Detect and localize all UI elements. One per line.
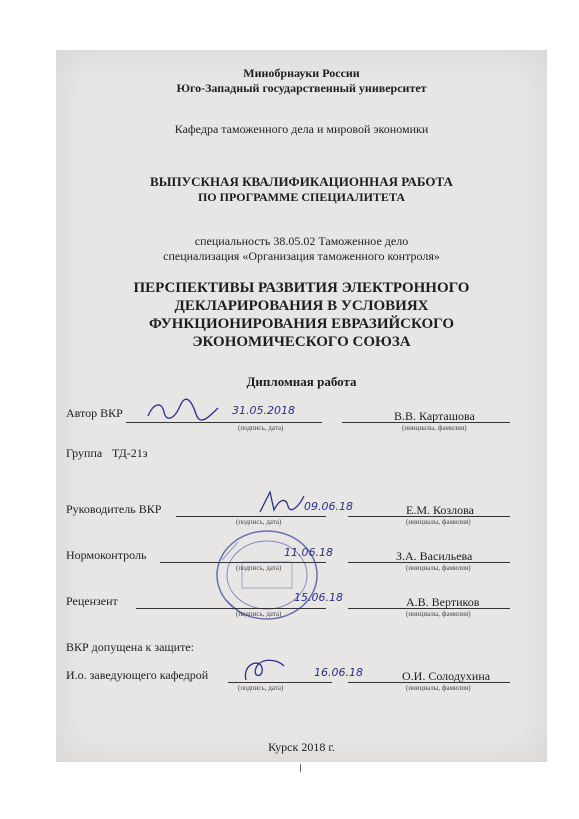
head-name-caption: (инициалы, фамилия) (406, 684, 471, 692)
head-sign-caption: (подпись, дата) (238, 684, 284, 692)
normcontrol-name: З.А. Васильева (396, 549, 473, 563)
title-line3: ФУНКЦИОНИРОВАНИЯ ЕВРАЗИЙСКОГО (149, 316, 454, 332)
specialty-line2: специализация «Организация таможенного контроля» (163, 249, 440, 263)
normcontrol-sign-caption: (подпись, дата) (236, 564, 282, 572)
supervisor-name-caption: (инициалы, фамилия) (406, 518, 471, 526)
supervisor-role: Руководитель ВКР (66, 502, 162, 516)
author-sign-caption: (подпись, дата) (238, 424, 284, 432)
footer-city-year: Курск 2018 г. (268, 740, 335, 754)
supervisor-sign-caption: (подпись, дата) (236, 518, 282, 526)
author-name: В.В. Карташова (394, 409, 475, 423)
reviewer-date: 15.06.18 (294, 591, 343, 604)
supervisor-date: 09.06.18 (304, 500, 353, 513)
normcontrol-role: Нормоконтроль (66, 548, 147, 562)
group-value: ТД-21з (112, 446, 148, 460)
normcontrol-name-caption: (инициалы, фамилия) (406, 564, 471, 572)
author-name-caption: (инициалы, фамилия) (402, 424, 467, 432)
reviewer-sign-caption: (подпись, дата) (236, 610, 282, 618)
title-line2: ДЕКЛАРИРОВАНИЯ В УСЛОВИЯХ (174, 298, 429, 314)
title-line1: ПЕРСПЕКТИВЫ РАЗВИТИЯ ЭЛЕКТРОННОГО (133, 280, 470, 296)
reviewer-name: А.В. Вертиков (406, 595, 480, 609)
author-signature-icon (144, 398, 224, 424)
admitted-line: ВКР допущена к защите: (66, 640, 194, 654)
title-line4: ЭКОНОМИЧЕСКОГО СОЮЗА (192, 334, 411, 350)
document-page (56, 50, 547, 762)
subtitle: Дипломная работа (246, 374, 357, 389)
normcontrol-date: 11.06.18 (284, 546, 333, 559)
group-label: Группа (66, 446, 103, 460)
department-line: Кафедра таможенного дела и мировой экономики (174, 122, 429, 136)
author-date: 31.05.2018 (232, 404, 295, 417)
author-role: Автор ВКР (66, 406, 123, 420)
head-role: И.о. заведующего кафедрой (66, 668, 209, 682)
university-line: Юго-Западный государственный университет (176, 81, 427, 95)
head-name: О.И. Солодухина (402, 669, 491, 683)
head-signature-icon (240, 654, 290, 684)
reviewer-role: Рецензент (66, 594, 118, 608)
specialty-line1: специальность 38.05.02 Таможенное дело (194, 234, 409, 248)
page-mark (300, 764, 301, 772)
work-type-line2: ПО ПРОГРАММЕ СПЕЦИАЛИТЕТА (197, 190, 406, 204)
ministry-line: Минобрнауки России (243, 66, 360, 80)
work-type-line1: ВЫПУСКНАЯ КВАЛИФИКАЦИОННАЯ РАБОТА (150, 174, 453, 189)
head-date: 16.06.18 (314, 666, 363, 679)
reviewer-name-caption: (инициалы, фамилия) (406, 610, 471, 618)
supervisor-name: Е.М. Козлова (406, 503, 474, 517)
